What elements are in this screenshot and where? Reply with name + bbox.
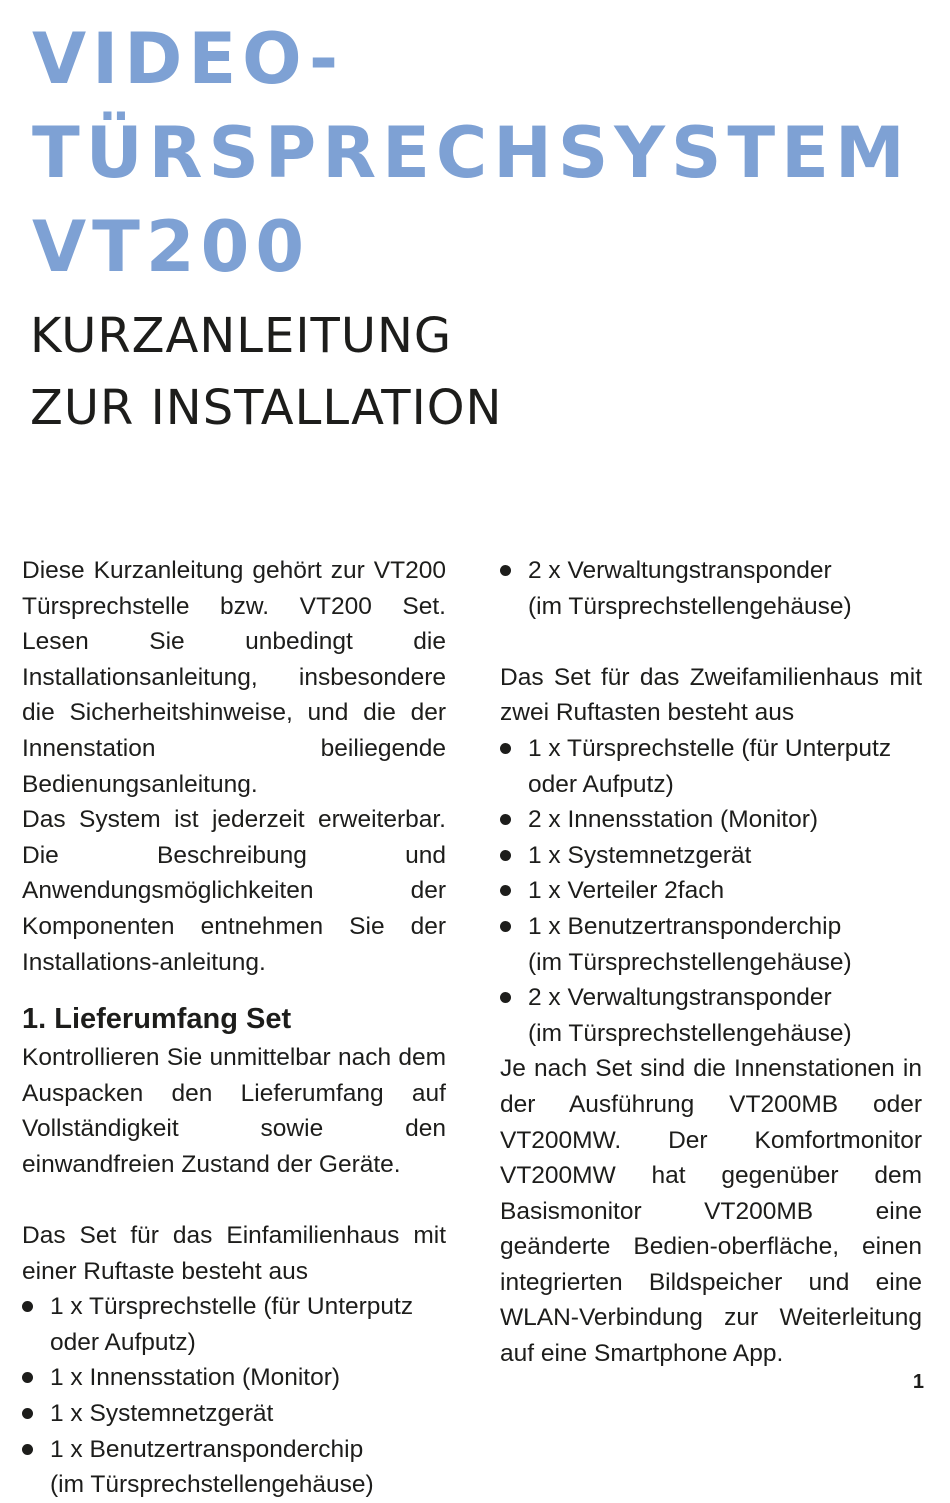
bullet-icon	[22, 1372, 33, 1383]
list-item	[500, 731, 922, 802]
list-item-text: 1 x Innensstation (Monitor)	[50, 1364, 341, 1392]
document-subtitle	[30, 300, 920, 444]
list-item-subtext: (im Türsprechstellengehäuse)	[50, 1471, 374, 1499]
set-one-intro: Das Set für das Einfamilienhaus mit einer Ruftaste besteht aus	[22, 1222, 446, 1285]
right-column	[500, 553, 922, 1372]
list-item	[500, 838, 922, 874]
set-two-list	[500, 731, 922, 1051]
list-item-text: 2 x Verwaltungstransponder	[528, 557, 832, 584]
bullet-icon	[500, 921, 511, 932]
list-item	[500, 802, 922, 838]
title-line-3: VT200	[32, 206, 311, 288]
bullet-icon	[22, 1408, 33, 1419]
intro-paragraph-1: Diese Kurzanleitung gehört zur VT200 Türsprechstelle bzw. VT200 Set. Lesen Sie unbedingt die Installationsanleitung, insbesondere die Sicherheitshinweise, und die der Innenstation beiliegende Bedienungsanleitung.	[22, 557, 446, 798]
list-item	[22, 1432, 446, 1503]
bullet-icon	[500, 850, 511, 861]
list-item	[500, 873, 922, 909]
bullet-icon	[22, 1301, 33, 1312]
closing-paragraph: Je nach Set sind die Innenstationen in der Ausführung VT200MB oder VT200MW. Der Komfortmonitor VT200MW hat gegenüber dem Basismonitor VT200MB eine geänderte Bedien-oberfläche, einen integrierten Bildspeicher und eine WLAN-Verbindung zur Weiterleitung auf eine Smartphone App.	[500, 1055, 922, 1368]
list-item-subtext: (im Türsprechstellengehäuse)	[528, 1019, 852, 1047]
list-item	[500, 553, 922, 624]
bullet-icon	[500, 814, 511, 825]
intro-paragraph-2: Das System ist jederzeit erweiterbar. Die Beschreibung und Anwendungsmöglichkeiten der Komponenten entnehmen Sie der Installations-anleitung.	[22, 806, 446, 976]
title-line-1: VIDEO-	[32, 18, 345, 100]
section-heading: 1. Lieferumfang Set	[22, 1003, 292, 1036]
list-item-text: 2 x Verwaltungstransponder	[528, 984, 832, 1012]
list-item	[500, 909, 922, 980]
set-one-list	[22, 1289, 446, 1503]
set-one-list-continued	[500, 553, 922, 624]
list-item-text: 1 x Systemnetzgerät	[528, 841, 752, 869]
title-line-2: TÜRSPRECHSYSTEM	[32, 112, 911, 194]
left-column	[22, 553, 446, 1503]
bullet-icon	[500, 743, 511, 754]
list-item	[500, 980, 922, 1051]
bullet-icon	[500, 565, 511, 576]
list-item-text: 1 x Systemnetzgerät	[50, 1400, 274, 1428]
list-item-text: 1 x Benutzertransponderchip	[528, 912, 842, 940]
list-item	[22, 1396, 446, 1432]
list-item-text: 1 x Türsprechstelle (für Unterputz oder Aufputz)	[50, 1293, 414, 1356]
set-two-intro: Das Set für das Zweifamilienhaus mit zwei Ruftasten besteht aus	[500, 663, 922, 727]
list-item-text: 1 x Türsprechstelle (für Unterputz oder Aufputz)	[528, 734, 892, 798]
page-number: 1	[912, 1371, 924, 1393]
bullet-icon	[22, 1444, 33, 1455]
bullet-icon	[500, 885, 511, 896]
list-item	[22, 1360, 446, 1396]
bullet-icon	[500, 992, 511, 1003]
document-title	[32, 12, 922, 294]
list-item-subtext: (im Türsprechstellengehäuse)	[528, 592, 852, 620]
list-item-subtext: (im Türsprechstellengehäuse)	[528, 948, 852, 976]
list-item-text: 1 x Benutzertransponderchip	[50, 1435, 364, 1463]
list-item	[22, 1289, 446, 1360]
list-item-text: 1 x Verteiler 2fach	[528, 877, 725, 905]
list-item-text: 2 x Innensstation (Monitor)	[528, 806, 819, 834]
section-paragraph: Kontrollieren Sie unmittelbar nach dem Auspacken den Lieferumfang auf Vollständigkeit sowie den einwandfreien Zustand der Geräte.	[22, 1044, 446, 1178]
subtitle-line-2: ZUR INSTALLATION	[30, 380, 503, 436]
subtitle-line-1: KURZANLEITUNG	[30, 308, 453, 364]
